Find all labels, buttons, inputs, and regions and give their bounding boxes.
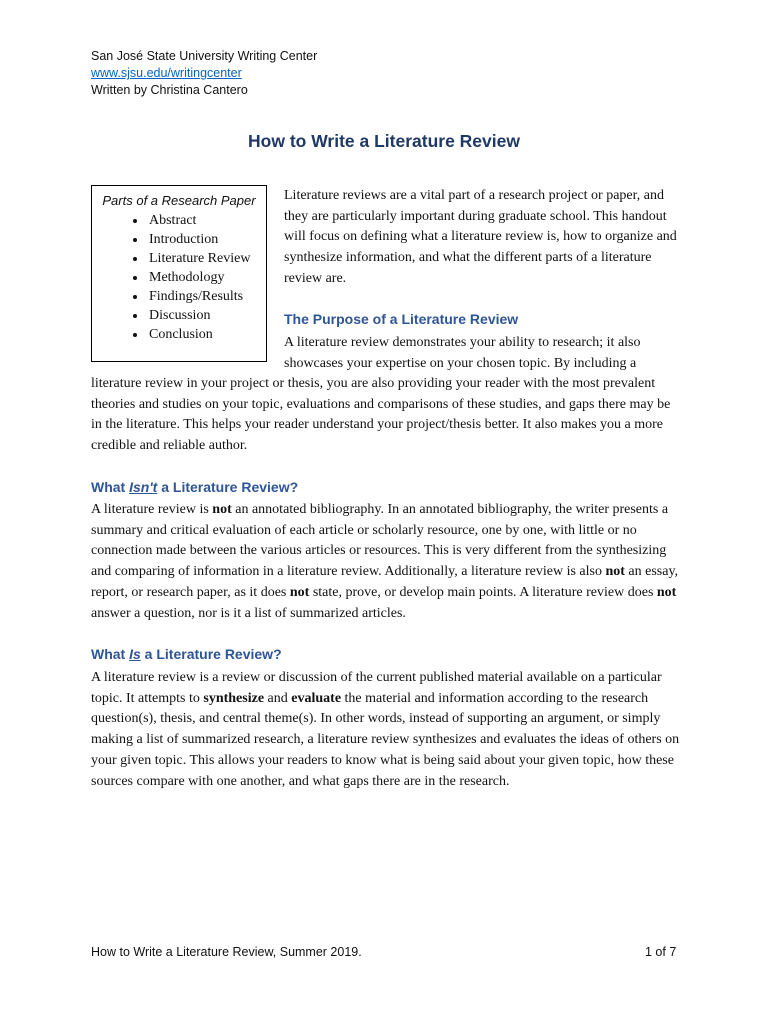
- document-header: [91, 48, 317, 99]
- is-heading: [91, 646, 282, 662]
- parts-list: [92, 211, 266, 344]
- isnt-paragraph: [91, 500, 681, 624]
- bold-text: evaluate: [291, 690, 342, 706]
- paragraph-text: an essay, report, or research paper, as it does: [91, 564, 679, 600]
- list-item: • Abstract: [147, 211, 266, 230]
- list-item: • Findings/Results: [147, 287, 266, 306]
- paragraph-text: answer a question, nor is it a list of summarized articles.: [91, 605, 406, 621]
- footer-title: How to Write a Literature Review, Summer 2019.: [91, 945, 362, 959]
- bold-text: not: [605, 564, 625, 580]
- is-paragraph: [91, 668, 681, 792]
- bold-text: not: [289, 584, 310, 600]
- list-item: • Discussion: [147, 306, 266, 325]
- page-number: 1 of 7: [645, 945, 677, 959]
- parts-of-research-paper-box: [91, 185, 267, 362]
- bold-text: not: [656, 584, 677, 600]
- intro-paragraph: Literature reviews are a vital part of a research project or paper, and they are particularly important during graduate school. This handout will focus on defining what a literature review is, how to organize and synthesize information, and what the different parts of a literature review are.: [284, 188, 677, 286]
- paragraph-text: A literature review is a review or discussion of the current published material available on a particular topic. It attempts to: [91, 670, 662, 706]
- paragraph-text: state, prove, or develop main points. A literature review does: [309, 584, 657, 600]
- heading-emphasis: Isn't: [129, 479, 158, 495]
- heading-text: a Literature Review?: [157, 479, 299, 495]
- paragraph-text: the material and information according to the research question(s), thesis, and central theme(s). In other words, instead of supporting an argument, or simply making a list of summarized research, a literature review synthesizes and evaluates the ideas of others on your given topic. This allows your readers to know what is being said about your given topic, how these sources compare with one another, and what gaps there are in the research.: [91, 690, 680, 789]
- bold-text: synthesize: [203, 690, 265, 706]
- heading-text: a Literature Review?: [140, 646, 282, 662]
- bold-text: not: [212, 502, 232, 517]
- header-org: San José State University Writing Center: [91, 49, 318, 63]
- page-title: How to Write a Literature Review: [248, 131, 520, 151]
- isnt-heading: [91, 479, 298, 495]
- paragraph-text: an annotated bibliography. In an annotated bibliography, the writer presents a summary and critical evaluation of each article or scholarly resource, one by one, with little or no connection made between the various articles or resources. This is very different from the synthesizing and comparing of information in a literature review. Additionally, a literature review is also: [91, 502, 669, 580]
- purpose-paragraph-start: A literature review demonstrates your ability to research; it also showcases your expertise on your chosen topic. By including a: [284, 335, 641, 371]
- paragraph-text: A literature review is: [91, 502, 213, 517]
- writing-center-link[interactable]: www.sjsu.edu/writingcenter: [91, 66, 242, 80]
- heading-emphasis: Is: [129, 646, 141, 662]
- heading-text: What: [91, 646, 130, 662]
- header-author: Written by Christina Cantero: [91, 83, 248, 97]
- paragraph-text: and: [264, 690, 292, 706]
- list-item: • Literature Review: [147, 249, 266, 268]
- list-item: • Methodology: [147, 268, 266, 287]
- purpose-heading: The Purpose of a Literature Review: [284, 311, 519, 327]
- list-item: • Introduction: [147, 230, 266, 249]
- purpose-paragraph-continued: literature review in your project or thesis, you are also providing your reader with the most prevalent theories and studies on your topic, evaluations and comparisons of these studies, and gaps there may be in the literature. This helps your reader understand your project/thesis better. It also makes you a more credible and reliable author.: [91, 376, 671, 454]
- parts-box-title: Parts of a Research Paper: [102, 193, 256, 208]
- heading-text: What: [91, 479, 130, 495]
- list-item: • Conclusion: [147, 325, 266, 344]
